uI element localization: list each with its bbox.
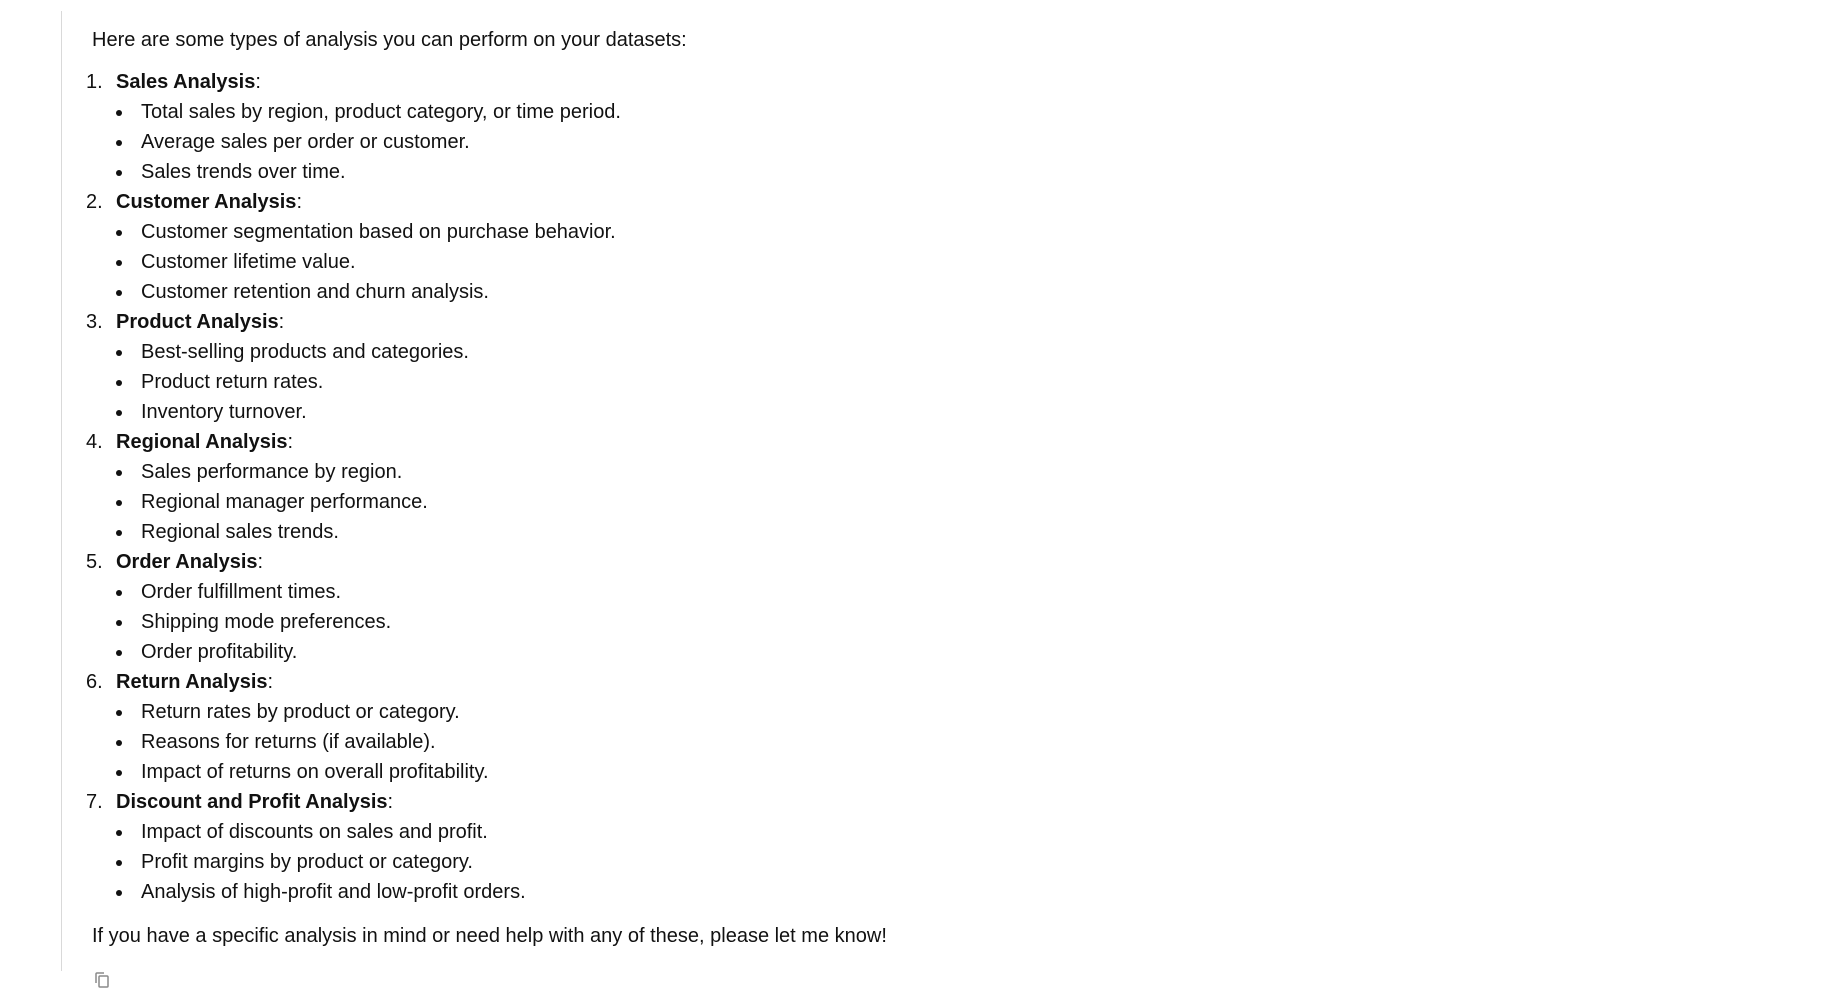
section-title: Product Analysis (116, 311, 279, 333)
list-item-text: Customer lifetime value. (141, 251, 356, 273)
section-colon: : (257, 551, 264, 573)
list-item-text: Sales trends over time. (141, 161, 346, 183)
bullet-dot (116, 830, 122, 836)
list-item-text: Sales performance by region. (141, 461, 403, 483)
list-item-text: Inventory turnover. (141, 401, 307, 423)
bullet-dot (116, 740, 122, 746)
copy-button[interactable] (92, 970, 112, 990)
section-colon: : (255, 71, 261, 93)
section-colon: : (278, 311, 285, 333)
bullet-dot (116, 500, 122, 506)
bullet-dot (116, 710, 122, 716)
copy-icon (92, 970, 112, 990)
list-item-text: Regional sales trends. (141, 521, 339, 543)
list-item-text: Order profitability. (141, 641, 298, 663)
bullet-dot (116, 230, 122, 236)
list-item-text: Customer segmentation based on purchase behavior. (141, 221, 616, 243)
message-outro: If you have a specific analysis in mind or need help with any of these, please let me know! (92, 925, 887, 947)
list-item-text: Average sales per order or customer. (141, 131, 470, 153)
bullet-dot (116, 290, 122, 296)
list-item-text: Profit margins by product or category. (141, 851, 473, 873)
bullet-dot (116, 890, 122, 896)
section-number: 6. (86, 671, 103, 693)
section-number: 1. (86, 71, 103, 93)
section-colon: : (287, 431, 294, 453)
bullet-dot (116, 470, 122, 476)
bullet-dot (116, 170, 122, 176)
bullet-dot (116, 530, 122, 536)
section-title: Discount and Profit Analysis (116, 791, 388, 813)
section-colon: : (296, 191, 302, 213)
section-number: 3. (86, 311, 103, 333)
section-number: 2. (86, 191, 103, 213)
bullet-dot (116, 110, 122, 116)
section-colon: : (267, 671, 274, 693)
list-item-text: Order fulfillment times. (141, 581, 342, 603)
list-item-text: Impact of discounts on sales and profit. (141, 821, 488, 843)
list-item-text: Analysis of high-profit and low-profit orders. (141, 881, 526, 903)
section-title-wrap (116, 67, 261, 97)
list-item-text: Impact of returns on overall profitability. (141, 761, 489, 783)
bullet-dot (116, 650, 122, 656)
section-title: Return Analysis (116, 671, 268, 693)
list-item-text: Shipping mode preferences. (141, 611, 392, 633)
section-title: Customer Analysis (116, 191, 297, 213)
section-title-wrap (116, 307, 284, 337)
list-item-text: Return rates by product or category. (141, 701, 460, 723)
section-title: Order Analysis (116, 551, 258, 573)
bullet-dot (116, 620, 122, 626)
list-item-text: Product return rates. (141, 371, 324, 393)
bullet-dot (116, 140, 122, 146)
section-title-wrap (116, 187, 302, 217)
section-title: Regional Analysis (116, 431, 288, 453)
section-title-wrap (116, 427, 293, 457)
section-title-wrap (116, 667, 273, 697)
section-title-wrap (116, 787, 393, 817)
section-number: 5. (86, 551, 103, 573)
list-item-text: Regional manager performance. (141, 491, 428, 513)
section-title-wrap (116, 547, 263, 577)
section-colon: : (387, 791, 394, 813)
section-number: 7. (86, 791, 103, 813)
message-intro: Here are some types of analysis you can perform on your datasets: (92, 29, 687, 51)
bullet-dot (116, 410, 122, 416)
bullet-dot (116, 860, 122, 866)
bullet-dot (116, 260, 122, 266)
section-title: Sales Analysis (116, 71, 256, 93)
list-item-text: Customer retention and churn analysis. (141, 281, 489, 303)
assistant-message (61, 11, 1762, 971)
list-item-text: Reasons for returns (if available). (141, 731, 436, 753)
bullet-dot (116, 350, 122, 356)
section-number: 4. (86, 431, 103, 453)
list-item-text: Best-selling products and categories. (141, 341, 469, 363)
list-item-text: Total sales by region, product category, or time period. (141, 101, 621, 123)
bullet-dot (116, 770, 122, 776)
bullet-dot (116, 590, 122, 596)
bullet-dot (116, 380, 122, 386)
